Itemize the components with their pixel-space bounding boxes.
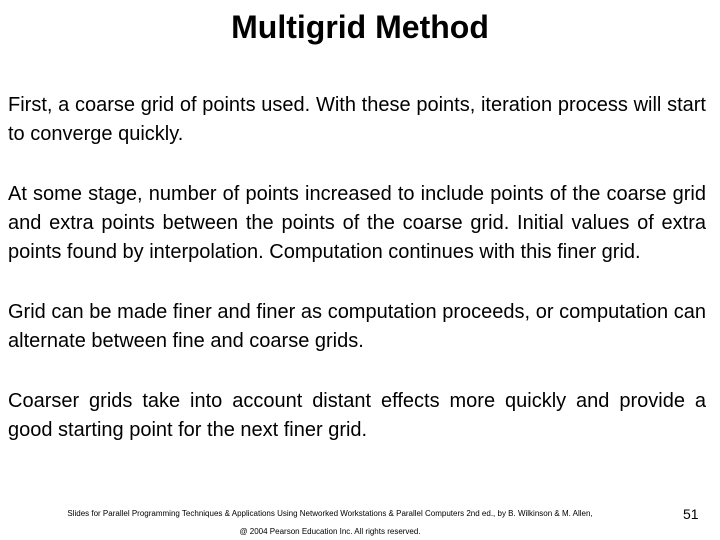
paragraph-coarse-grid: First, a coarse grid of points used. With these points, iteration process will start to converge quickly. [8,94,706,145]
slide-footer [0,508,660,537]
paragraph-finer-grids: Grid can be made finer and finer as computation proceeds, or computation can alternate between fine and coarse grids. [8,301,706,352]
footer-citation: Slides for Parallel Programming Techniques & Applications Using Networked Workstations & Parallel Computers 2nd ed., by B. Wilkinson & M. Allen, [67,509,593,518]
paragraph-coarser-grids: Coarser grids take into account distant effects more quickly and provide a good starting point for the next finer grid. [8,390,706,441]
page-number: 51 [683,506,699,522]
paragraph-increase-points: At some stage, number of points increased to include points of the coarse grid and extra points between the points of the coarse grid. Initial values of extra points found by interpolation. Computation continues with this finer grid. [8,183,706,263]
slide-body [8,91,706,476]
footer-copyright: @ 2004 Pearson Education Inc. All rights reserved. [239,527,421,536]
slide-title: Multigrid Method [231,9,489,45]
